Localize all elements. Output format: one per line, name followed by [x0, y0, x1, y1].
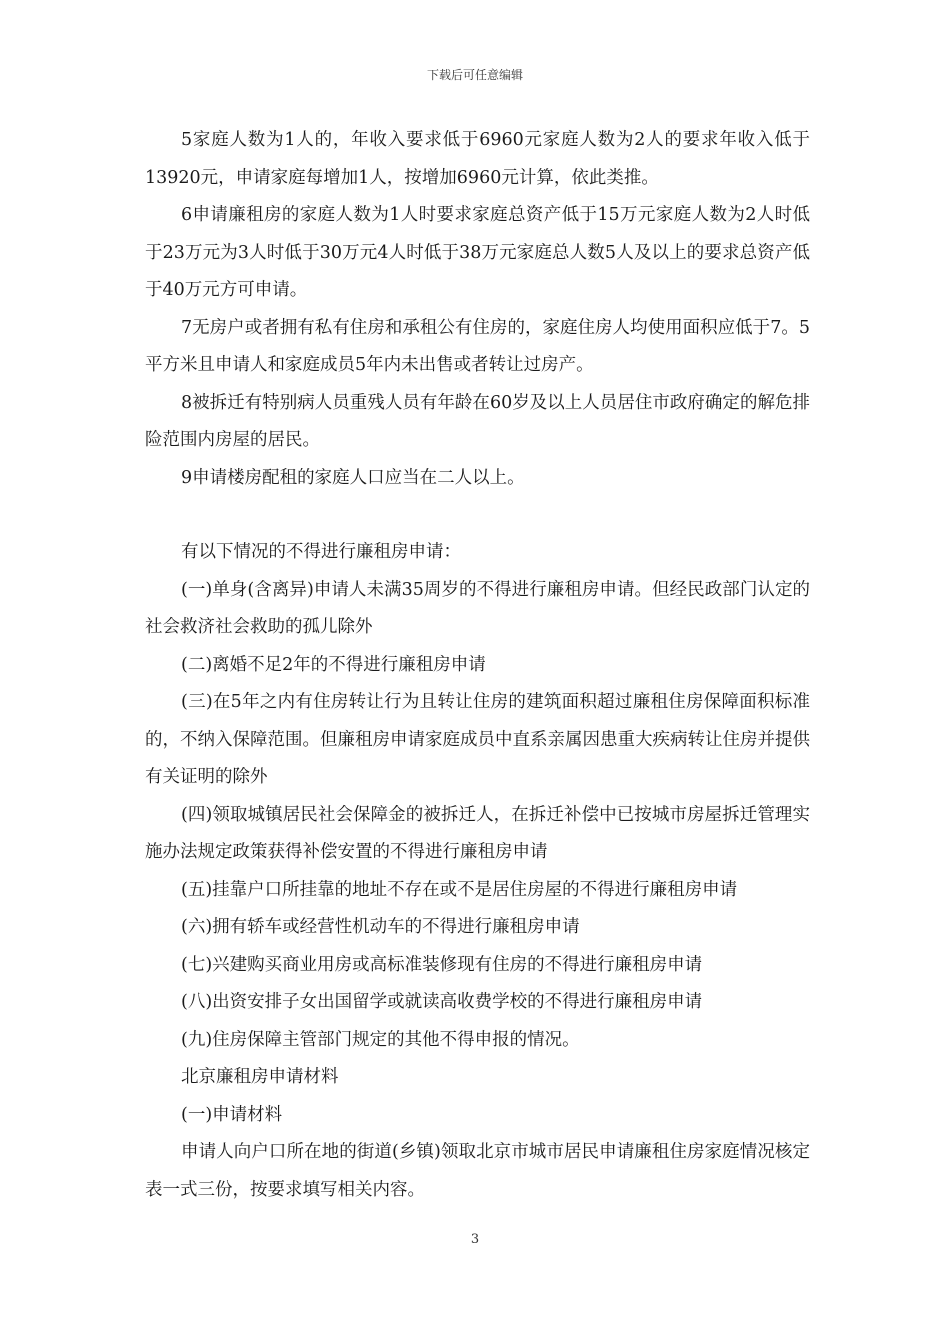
list-item: (三)在5年之内有住房转让行为且转让住房的建筑面积超过廉租住房保障面积标准的，不纳入保障范围。但廉租房申请家庭成员中直系亲属因患重大疾病转让住房并提供有关证明的除外 [145, 692, 810, 787]
paragraph: 5家庭人数为1人的，年收入要求低于6960元家庭人数为2人的要求年收入低于13920元，申请家庭每增加1人，按增加6960元计算，依此类推。 [145, 130, 810, 188]
list-item: (六)拥有轿车或经营性机动车的不得进行廉租房申请 [181, 917, 580, 937]
page-header: 下载后可任意编辑 [426, 68, 523, 82]
list-item: (二)离婚不足2年的不得进行廉租房申请 [181, 654, 486, 675]
subsection-heading: (一)申请材料 [181, 1104, 283, 1125]
paragraph: 6申请廉租房的家庭人数为1人时要求家庭总资产低于15万元家庭人数为2人时低于23万元为3人时低于30万元4人时低于38万元家庭总人数5人及以上的要求总资产低于40万元方可申请。 [145, 205, 810, 300]
document-body [145, 122, 810, 1209]
paragraph: 9申请楼房配租的家庭人口应当在二人以上。 [181, 467, 525, 488]
list-item: (九)住房保障主管部门规定的其他不得申报的情况。 [181, 1029, 580, 1050]
list-item: (五)挂靠户口所挂靠的地址不存在或不是居住房屋的不得进行廉租房申请 [181, 879, 738, 900]
paragraph: 8被拆迁有特别病人员重残人员有年龄在60岁及以上人员居住市政府确定的解危排险范围内房屋的居民。 [145, 392, 810, 450]
list-item: (一)单身(含离异)申请人未满35周岁的不得进行廉租房申请。但经民政部门认定的社会救济社会救助的孤儿除外 [145, 579, 810, 637]
paragraph: 7无房户或者拥有私有住房和承租公有住房的，家庭住房人均使用面积应低于7。5平方米且申请人和家庭成员5年内未出售或者转让过房产。 [145, 317, 810, 375]
paragraph: 申请人向户口所在地的街道(乡镇)领取北京市城市居民申请廉租住房家庭情况核定表一式三份，按要求填写相关内容。 [145, 1142, 810, 1200]
blank-line [145, 497, 810, 534]
list-item: (四)领取城镇居民社会保障金的被拆迁人，在拆迁补偿中已按城市房屋拆迁管理实施办法规定政策获得补偿安置的不得进行廉租房申请 [145, 804, 810, 862]
list-item: (八)出资安排子女出国留学或就读高收费学校的不得进行廉租房申请 [181, 992, 703, 1012]
section-heading: 有以下情况的不得进行廉租房申请： [181, 542, 461, 562]
list-item: (七)兴建购买商业用房或高标准装修现有住房的不得进行廉租房申请 [181, 954, 703, 975]
page-number: 3 [470, 1232, 480, 1247]
section-heading: 北京廉租房申请材料 [181, 1067, 339, 1087]
